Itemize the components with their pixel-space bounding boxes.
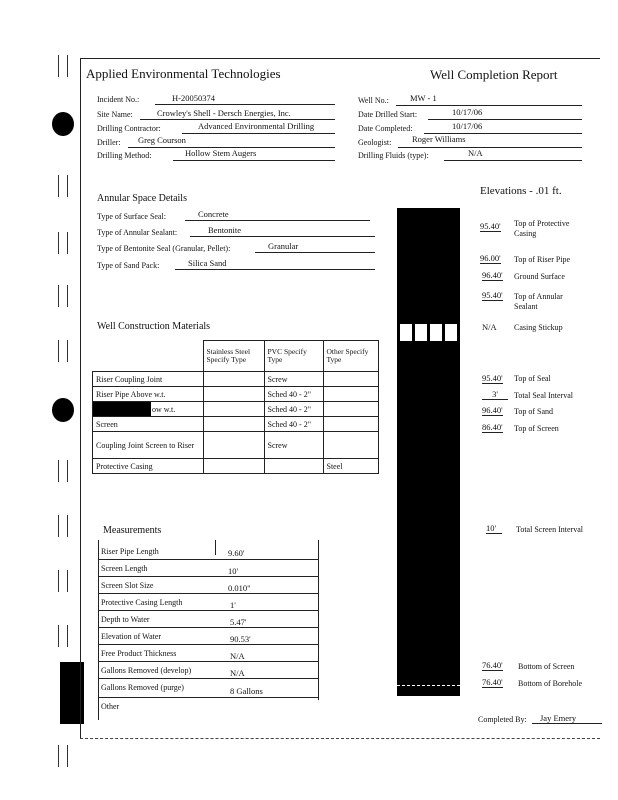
binder-mark — [58, 232, 68, 254]
meas-value: N/A — [230, 668, 245, 678]
binder-mark — [58, 515, 68, 537]
elev-value: 96.40' — [482, 405, 503, 415]
row-label: Coupling Joint Screen to Riser — [93, 432, 204, 459]
table-row: Coupling Joint Screen to Riser Screw — [93, 432, 379, 459]
surface-seal-label: Type of Surface Seal: — [97, 212, 166, 221]
date-completed-label: Date Completed: — [358, 124, 413, 133]
meas-label: Screen Length — [101, 564, 148, 573]
elev-label: Top of Screen — [514, 424, 559, 433]
annular-title: Annular Space Details — [97, 193, 187, 204]
measurements-title: Measurements — [103, 525, 162, 536]
meas-value: 90.53' — [230, 634, 251, 644]
annular-sealant-label: Type of Annular Sealant: — [97, 228, 178, 237]
elev-value: 76.40' — [482, 677, 503, 687]
elev-label: Total Screen Interval — [516, 525, 583, 534]
row-label: ow w.t. — [152, 404, 176, 414]
meas-value: 8 Gallons — [230, 686, 263, 696]
elev-value: 3' — [482, 389, 508, 400]
meas-label: Gallons Removed (develop) — [101, 666, 192, 675]
elev-value: 96.40' — [482, 270, 503, 280]
construction-table — [92, 340, 379, 474]
elev-value: 95.40' — [480, 221, 501, 231]
col-header-other: Other Specify Type — [323, 341, 378, 372]
row-label: Riser Pipe Above w.t. — [93, 387, 204, 402]
sand-pack-label: Type of Sand Pack: — [97, 261, 160, 270]
redaction-block — [93, 402, 151, 416]
frame-top — [80, 58, 600, 59]
elev-label: Top of Sand — [514, 407, 553, 416]
elev-label: Total Seal Interval — [514, 391, 573, 400]
meas-label: Gallons Removed (purge) — [101, 683, 184, 692]
frame-left — [80, 58, 81, 738]
completed-by-value: Jay Emery — [540, 713, 577, 723]
meas-label: Screen Slot Size — [101, 581, 154, 590]
binder-mark — [58, 460, 68, 482]
elevations-title: Elevations - .01 ft. — [480, 185, 562, 197]
elev-value: N/A — [482, 322, 497, 332]
elev-value: 76.40' — [482, 660, 503, 670]
method-value: Hollow Stem Augers — [185, 148, 257, 158]
punch-hole — [52, 112, 74, 136]
row-label: Screen — [93, 417, 204, 432]
elev-label: Top of Seal — [514, 374, 551, 383]
elev-value: 10' — [486, 523, 502, 534]
fluids-label: Drilling Fluids (type): — [358, 151, 429, 160]
meas-label: Other — [101, 702, 120, 711]
col-header-pvc: PVC Specify Type — [264, 341, 323, 372]
completed-by-label: Completed By: — [478, 715, 527, 724]
binder-mark — [58, 340, 68, 362]
fluids-value: N/A — [468, 148, 483, 158]
surface-seal-value: Concrete — [198, 209, 229, 219]
meas-value: 0.010" — [228, 583, 251, 593]
date-completed-value: 10/17/06 — [452, 121, 483, 131]
elev-label: Top of Annular Sealant — [514, 292, 563, 311]
binder-mark — [58, 285, 68, 307]
table-row: Riser Pipe Above w.t. Sched 40 - 2" — [93, 387, 379, 402]
binder-mark — [58, 570, 68, 592]
sand-pack-value: Silica Sand — [188, 258, 227, 268]
date-start-label: Date Drilled Start: — [358, 110, 418, 119]
incident-label: Incident No.: — [97, 95, 140, 104]
annular-sealant-value: Bentonite — [208, 225, 242, 235]
elev-value: 86.40' — [482, 422, 503, 432]
geologist-label: Geologist: — [358, 138, 392, 147]
bentonite-seal-value: Granular — [268, 241, 299, 251]
method-label: Drilling Method: — [97, 151, 152, 160]
contractor-label: Drilling Contractor: — [97, 124, 161, 133]
row-label: Protective Casing — [93, 459, 204, 474]
well-no-value: MW - 1 — [410, 93, 437, 103]
binder-mark — [58, 175, 68, 197]
table-row — [93, 341, 379, 372]
frame-bottom — [80, 738, 600, 739]
meas-label: Protective Casing Length — [101, 598, 183, 607]
table-row: ow w.t. Sched 40 - 2" — [93, 402, 379, 417]
driller-value: Greg Courson — [138, 135, 186, 145]
binder-mark — [58, 625, 68, 647]
elev-value: 96.00' — [480, 253, 501, 263]
bentonite-seal-label: Type of Bentonite Seal (Granular, Pellet): — [97, 244, 231, 253]
elev-label: Bottom of Screen — [518, 662, 575, 671]
elev-label: Ground Surface — [514, 272, 565, 281]
seal-zone — [397, 323, 460, 343]
company-name: Applied Environmental Technologies — [86, 66, 281, 81]
elev-label: Bottom of Borehole — [518, 679, 582, 688]
elev-value: 95.40' — [482, 290, 503, 300]
surface-seal-fill — [397, 208, 460, 323]
geologist-value: Roger Williams — [412, 134, 466, 144]
site-name-value: Crowley's Shell - Dersch Energies, Inc. — [157, 108, 291, 118]
table-row: Protective Casing Steel — [93, 459, 379, 474]
sand-pack-fill — [397, 341, 460, 696]
meas-value: N/A — [230, 651, 245, 661]
elev-label: Top of Protective Casing — [514, 219, 570, 238]
binder-mark — [58, 745, 68, 767]
meas-value: 1' — [230, 600, 236, 610]
table-row: Riser Coupling Joint Screw — [93, 372, 379, 387]
elev-value: 95.40' — [482, 373, 503, 383]
incident-value: H-20050374 — [172, 93, 215, 103]
meas-value: 9.60' — [228, 548, 245, 558]
date-start-value: 10/17/06 — [452, 107, 483, 117]
elev-label: Casing Stickup — [514, 323, 563, 332]
contractor-value: Advanced Environmental Drilling — [198, 121, 315, 131]
construction-title: Well Construction Materials — [97, 321, 211, 332]
col-header-stainless: Stainless Steel Specify Type — [203, 341, 264, 372]
site-name-label: Site Name: — [97, 110, 133, 119]
meas-label: Free Product Thickness — [101, 649, 177, 658]
punch-hole — [52, 398, 74, 422]
driller-label: Driller: — [97, 138, 121, 147]
meas-label: Elevation of Water — [101, 632, 162, 641]
meas-label: Riser Pipe Length — [101, 547, 159, 556]
table-row: Screen Sched 40 - 2" — [93, 417, 379, 432]
meas-value: 5.47' — [230, 617, 247, 627]
elev-label: Top of Riser Pipe — [514, 255, 571, 264]
binder-mark — [58, 55, 68, 77]
report-title: Well Completion Report — [430, 67, 558, 82]
meas-label: Depth to Water — [101, 615, 150, 624]
well-no-label: Well No.: — [358, 96, 389, 105]
row-label: Riser Coupling Joint — [93, 372, 204, 387]
meas-value: 10' — [228, 566, 239, 576]
